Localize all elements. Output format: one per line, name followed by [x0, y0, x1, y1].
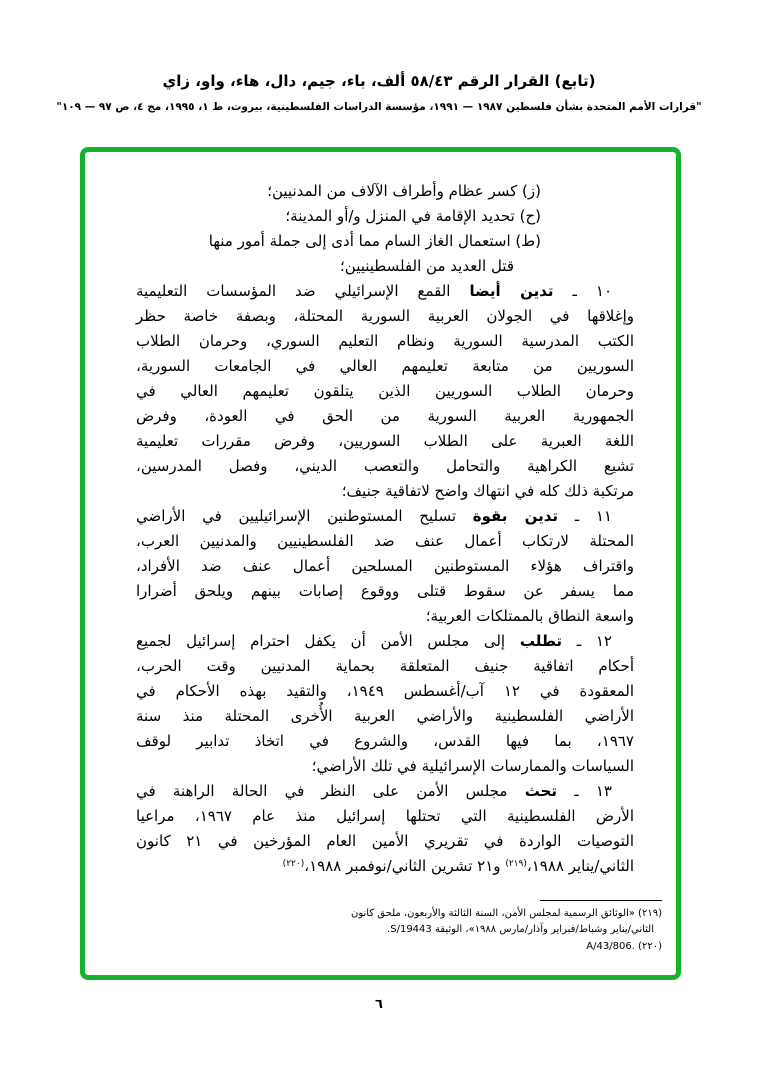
footnote-divider: [540, 900, 662, 901]
text-line: الأرض الفلسطينية التي تحتلها إسرائيل منذ عام ١٩٦٧، مراعيا: [136, 807, 634, 825]
footnotes-section: [351, 900, 662, 956]
text-line: (ح) تحديد الإقامة في المنزل و/أو المدينة؛: [285, 207, 541, 225]
text-line: السوريين من متابعة تعليمهم العالي في الجامعات السورية،: [136, 357, 634, 375]
text-line: ١٣ ـ تحث مجلس الأمن على النظر في الحالة الراهنة في: [136, 782, 612, 800]
text-line: ١٩٦٧، بما فيها القدس، والشروع في اتخاذ تدابير لوقف: [136, 732, 634, 750]
text-line: الثاني/يناير ١٩٨٨،$^{(٢١٩)}$ و٢١ تشرين الثاني/نوفمبر ١٩٨٨،$^{(٢٢٠)}$: [282, 857, 634, 875]
text-line: السياسات والممارسات الإسرائيلية في تلك الأراضي؛: [311, 757, 634, 775]
text-line: (٢١٩) «الوثائق الرسمية لمجلس الأمن، السنة الثالثة والأربعون، ملحق كانون: [351, 907, 662, 919]
page-title: (تابع) القرار الرقم ٥٨/٤٣ ألف، باء، جيم، دال، هاء، واو، زاي: [162, 72, 596, 90]
text-line: وحرمان الطلاب السوريين الذين يتلقون تعليمهم العالي في: [136, 382, 634, 400]
text-line: الجمهورية العربية السورية من الحق في العودة، وفرض: [136, 407, 634, 425]
text-line: الكتب المدرسية السورية ونظام التعليم السوري، وحرمان الطلاب: [136, 332, 634, 350]
text-line: الثاني/يناير وشباط/فبراير وآذار/مارس ١٩٨٨»، الوثيقة S/19443.: [387, 924, 654, 935]
page-number: ٦: [375, 997, 383, 1012]
text-line: (ط) استعمال الغاز السام مما أدى إلى جملة أمور منها: [208, 232, 541, 250]
text-line: تشيع الكراهية والتحامل والتعصب الديني، وفصل المدرسين،: [136, 457, 634, 475]
text-line: مرتكبة ذلك كله في انتهاك واضح لاتفاقية جنيف؛: [341, 482, 634, 500]
text-line: ١٠ ـ تدين أيضا القمع الإسرائيلي ضد المؤسسات التعليمية: [136, 282, 613, 300]
text-line: الأراضي الفلسطينية والأراضي العربية الأُخرى المحتلة منذ سنة: [136, 707, 634, 725]
text-line: المعقودة في ١٢ آب/أغسطس ١٩٤٩، والتقيد بهذه الأحكام في: [136, 682, 635, 700]
text-line: واقتراف هؤلاء المستوطنين المسلحين أعمال عنف ضد الأفراد،: [136, 557, 634, 575]
text-line: مما يسفر عن سقوط قتلى ووقوع إصابات بينهم ويلحق أضرارا: [136, 582, 634, 600]
text-line: ١٢ ـ تطلب إلى مجلس الأمن أن يكفل احترام إسرائيل لجميع: [136, 632, 612, 650]
text-line: أحكام اتفاقية جنيف المتعلقة بحماية المدنيين وقت الحرب،: [136, 657, 634, 675]
text-line: المحتلة لارتكاب أعمال عنف ضد الفلسطينيين والمدنيين العرب،: [136, 532, 634, 550]
text-line: (٢٢٠) A/43/806.: [586, 940, 662, 952]
document-lines: [136, 179, 634, 879]
source-citation: "قرارات الأمم المتحدة بشأن فلسطين ١٩٨٧ — ١٩٩١، مؤسسة الدراسات الفلسطينية، بيروت، ط ١، ١٩٩٥، مج ٤، ص ٩٧ — ١٠٩": [56, 101, 702, 113]
footnote-lines: [351, 906, 662, 956]
text-line: اللغة العبرية على الطلاب السوريين، وفرض مقررات تعليمية: [136, 432, 634, 450]
text-line: التوصيات الواردة في تقريري الأمين العام المؤرخين في ٢١ كانون: [136, 832, 634, 850]
green-border-box: [80, 147, 681, 980]
text-line: واسعة النطاق بالممتلكات العربية؛: [425, 607, 634, 625]
text-line: وإغلاقها في الجولان العربية السورية المحتلة، وبصفة خاصة حظر: [136, 307, 634, 325]
text-line: قتل العديد من الفلسطينيين؛: [340, 257, 514, 275]
text-line: ١١ ـ تدين بقوة تسليح المستوطنين الإسرائيليين في الأراضي: [136, 507, 612, 525]
text-line: (ز) كسر عظام وأطراف الآلاف من المدنيين؛: [267, 182, 541, 200]
